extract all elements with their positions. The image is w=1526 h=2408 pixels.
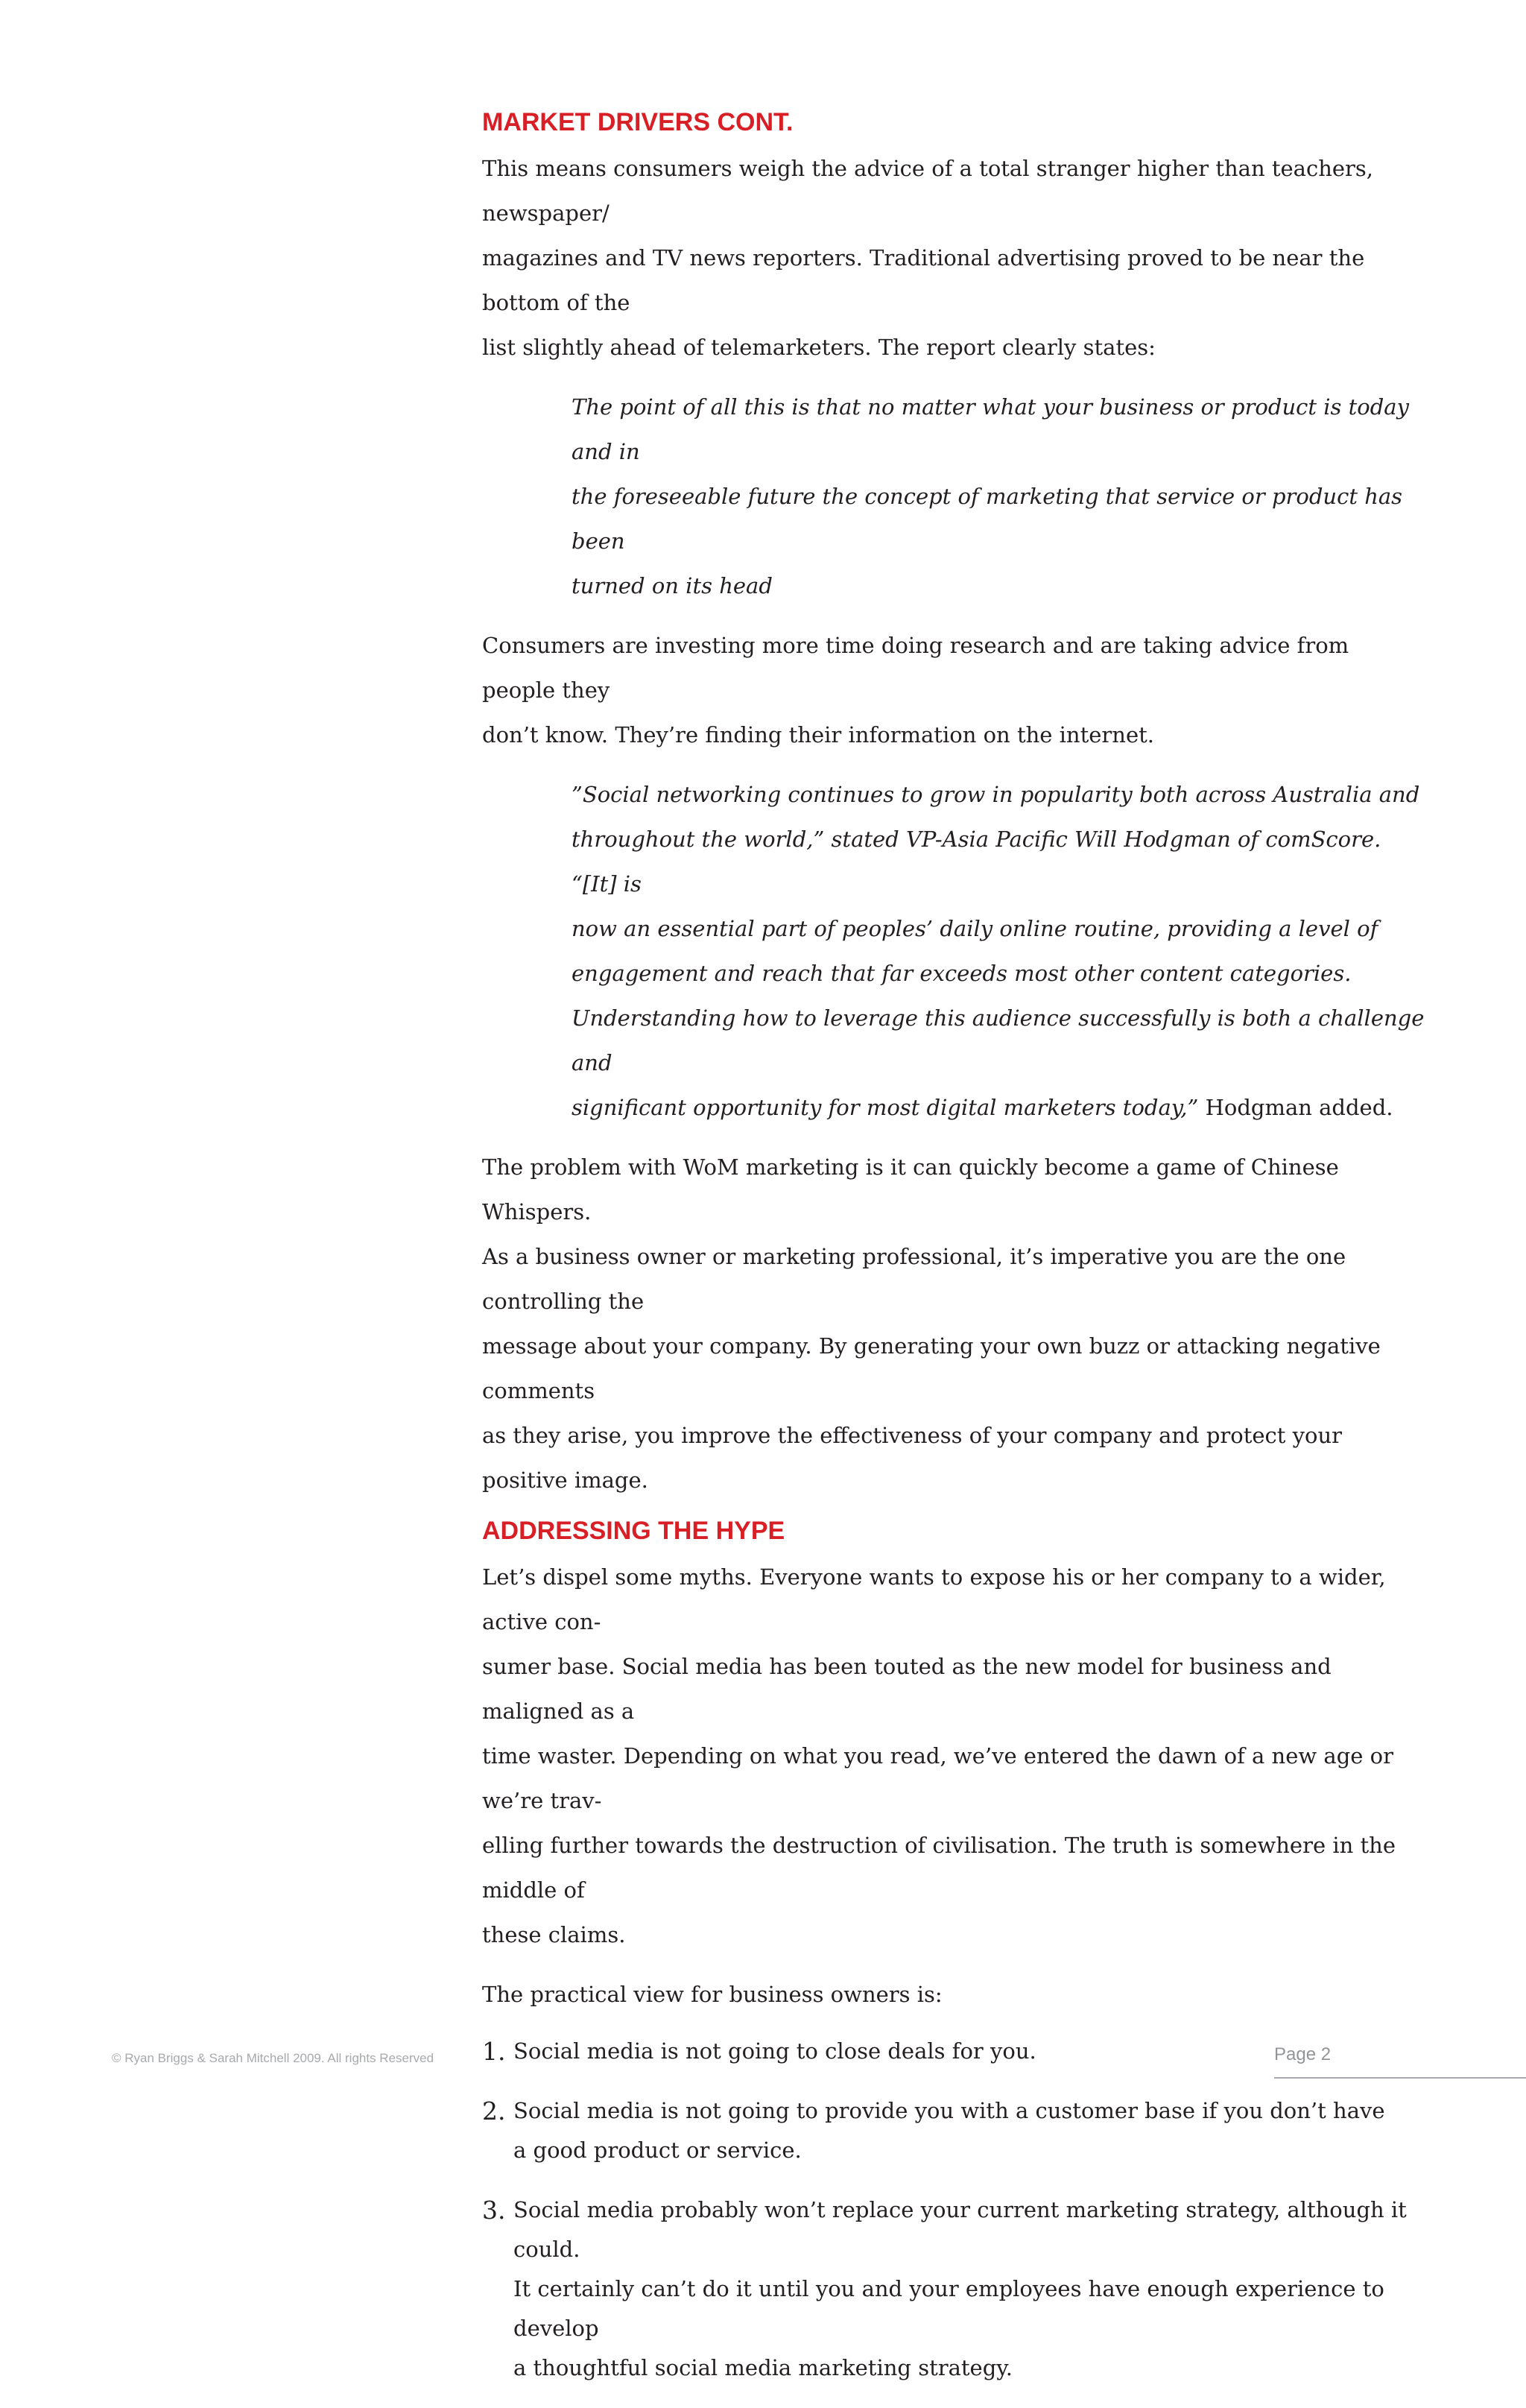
text-line: don’t know. They’re finding their information on the internet. <box>482 722 1155 748</box>
paragraph-dispel-myths <box>482 1555 1428 1957</box>
section-heading-market-drivers: MARKET DRIVERS CONT. <box>482 108 794 136</box>
blockquote-comscore <box>572 772 1428 1130</box>
section-heading-addressing-hype: ADDRESSING THE HYPE <box>482 1517 785 1545</box>
footer-divider <box>1274 2077 1526 2079</box>
text-line: these claims. <box>482 1922 626 1947</box>
text-line: time waster. Depending on what you read, we’ve entered the dawn of a new age or we’re trav- <box>482 1743 1393 1813</box>
quote-line: engagement and reach that far exceeds most other content categories. <box>572 961 1352 986</box>
text-line: Consumers are investing more time doing research and are taking advice from people they <box>482 633 1349 703</box>
quote-line: the foreseeable future the concept of marketing that service or product has been <box>572 484 1403 554</box>
text-line: Let’s dispel some myths. Everyone wants to expose his or her company to a wider, active con- <box>482 1564 1386 1634</box>
list-line: Social media is not going to provide you with a customer base if you don’t have <box>513 2098 1385 2123</box>
text-line: elling further towards the destruction of civilisation. The truth is somewhere in the middle of <box>482 1833 1396 1903</box>
list-number: 3. <box>482 2196 506 2225</box>
text-line: This means consumers weigh the advice of a total stranger higher than teachers, newspaper/ <box>482 156 1373 226</box>
numbered-list <box>482 2032 1428 2388</box>
list-line: Social media probably won’t replace your current marketing strategy, although it could. <box>513 2197 1407 2262</box>
quote-line: throughout the world,” stated VP-Asia Pacific Will Hodgman of comScore. “[It] is <box>572 827 1381 897</box>
text-line: magazines and TV news reporters. Traditional advertising proved to be near the bottom of the <box>482 245 1365 315</box>
quote-line: now an essential part of peoples’ daily online routine, providing a level of <box>572 916 1378 941</box>
quote-line: Understanding how to leverage this audience successfully is both a challenge and <box>572 1005 1425 1075</box>
text-line: message about your company. By generating your own buzz or attacking negative comments <box>482 1333 1381 1403</box>
quote-attribution: Hodgman added. <box>1198 1095 1393 1120</box>
list-number: 2. <box>482 2096 506 2126</box>
blockquote-report <box>572 385 1428 608</box>
list-line: It certainly can’t do it until you and your employees have enough experience to develop <box>513 2276 1384 2341</box>
page-number: Page 2 <box>1274 2044 1332 2064</box>
list-line: a thoughtful social media marketing strategy. <box>513 2355 1013 2380</box>
quote-text: significant opportunity for most digital marketers today,” <box>572 1095 1199 1120</box>
list-number: 1. <box>482 2037 506 2066</box>
footer-copyright: © Ryan Briggs & Sarah Mitchell 2009. All rights Reserved <box>112 2051 434 2065</box>
paragraph-consumers-weigh-advice <box>482 146 1428 370</box>
list-line: Social media is not going to close deals for you. <box>513 2038 1036 2064</box>
list-item <box>482 2190 1428 2388</box>
paragraph-practical-view: The practical view for business owners is: <box>482 1982 943 2007</box>
text-line: as they arise, you improve the effectiveness of your company and protect your positive image. <box>482 1423 1343 1493</box>
text-line: sumer base. Social media has been touted as the new model for business and maligned as a <box>482 1654 1332 1724</box>
quote-line-last <box>572 1085 1428 1130</box>
text-line: As a business owner or marketing professional, it’s imperative you are the one controlling the <box>482 1244 1346 1314</box>
text-line: list slightly ahead of telemarketers. The report clearly states: <box>482 335 1156 360</box>
paragraph-consumers-research <box>482 623 1428 757</box>
list-item <box>482 2091 1428 2170</box>
quote-line: turned on its head <box>572 573 773 598</box>
text-line: The problem with WoM marketing is it can quickly become a game of Chinese Whispers. <box>482 1154 1339 1224</box>
paragraph-wom-problem <box>482 1145 1428 1502</box>
quote-line: The point of all this is that no matter what your business or product is today and in <box>572 394 1409 464</box>
list-line: a good product or service. <box>513 2137 802 2163</box>
quote-line: ”Social networking continues to grow in popularity both across Australia and <box>572 782 1420 807</box>
